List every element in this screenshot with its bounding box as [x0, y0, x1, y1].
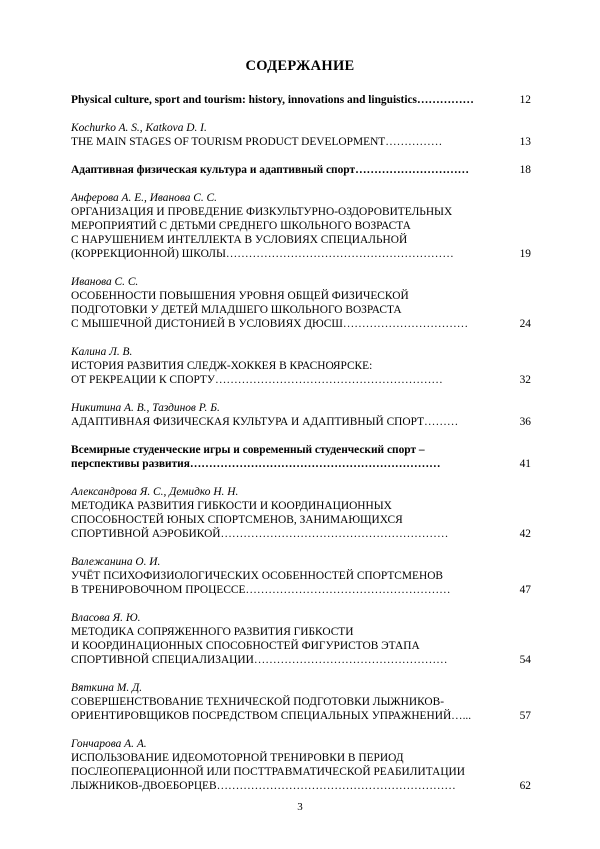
- entry-title-line: ЛЫЖНИКОВ-ДВОЕБОРЦЕВ………………………………………………………: [71, 780, 456, 792]
- entry-title-line: СПОРТИВНОЙ СПЕЦИАЛИЗАЦИИ……………………………………………: [71, 654, 448, 666]
- entry-authors: Власова Я. Ю.: [71, 612, 141, 624]
- section-title-line: перспективы развития…………………………………………………………: [71, 458, 441, 470]
- entry-title-line: ОРГАНИЗАЦИЯ И ПРОВЕДЕНИЕ ФИЗКУЛЬТУРНО-ОЗДОРОВИТЕЛЬНЫХ: [71, 206, 453, 218]
- entry-title-line: ПОДГОТОВКИ У ДЕТЕЙ МЛАДШЕГО ШКОЛЬНОГО ВОЗРАСТА: [71, 304, 402, 316]
- toc-entry[interactable]: [71, 737, 531, 793]
- entry-title-line: МЕТОДИКА СОПРЯЖЕННОГО РАЗВИТИЯ ГИБКОСТИ: [71, 626, 354, 638]
- entry-spacer: [71, 471, 531, 485]
- entry-authors: Kochurko A. S., Katkova D. I.: [71, 122, 207, 134]
- toc-section[interactable]: [71, 163, 531, 177]
- section-title-line: Всемирные студенческие игры и современный студенческий спорт –: [71, 444, 425, 456]
- entry-title-line: СПОСОБНОСТЕЙ ЮНЫХ СПОРТСМЕНОВ, ЗАНИМАЮЩИХСЯ: [71, 514, 403, 526]
- entry-spacer: [71, 261, 531, 275]
- entry-title-line: МЕРОПРИЯТИЙ С ДЕТЬМИ СРЕДНЕГО ШКОЛЬНОГО ВОЗРАСТА: [71, 220, 411, 232]
- entry-title-line: С НАРУШЕНИЕМ ИНТЕЛЛЕКТА В УСЛОВИЯХ СПЕЦИАЛЬНОЙ: [71, 234, 408, 246]
- entry-page-number: 36: [519, 416, 531, 428]
- entry-authors: Никитина А. В., Таздинов Р. Б.: [71, 402, 220, 414]
- toc-entry[interactable]: [71, 121, 531, 149]
- entry-page-number: 62: [519, 780, 531, 792]
- entry-spacer: [71, 331, 531, 345]
- entry-title-line: ОТ РЕКРЕАЦИИ К СПОРТУ……………………………………………………: [71, 374, 443, 386]
- toc-entry[interactable]: [71, 401, 531, 429]
- entry-spacer: [71, 597, 531, 611]
- entry-spacer: [71, 541, 531, 555]
- entry-spacer: [71, 723, 531, 737]
- toc-entry[interactable]: [71, 191, 531, 261]
- toc-entry[interactable]: [71, 345, 531, 387]
- entry-title-line: АДАПТИВНАЯ ФИЗИЧЕСКАЯ КУЛЬТУРА И АДАПТИВНЫЙ СПОРТ………: [71, 416, 459, 428]
- entry-authors: Анферова А. Е., Иванова С. С.: [71, 192, 217, 204]
- entry-page-number: 32: [519, 374, 531, 386]
- page-number: 3: [297, 801, 303, 813]
- entry-page-number: 18: [519, 164, 531, 176]
- entry-title-line: ПОСЛЕОПЕРАЦИОННОЙ ИЛИ ПОСТТРАВМАТИЧЕСКОЙ РЕАБИЛИТАЦИИ: [71, 766, 465, 778]
- entry-page-number: 41: [519, 458, 531, 470]
- entry-authors: Калина Л. В.: [71, 346, 133, 358]
- entry-title-line: (КОРРЕКЦИОННОЙ) ШКОЛЫ……………………………………………………: [71, 248, 454, 260]
- entry-title-line: С МЫШЕЧНОЙ ДИСТОНИЕЙ В УСЛОВИЯХ ДЮСШ……………………………: [71, 318, 469, 330]
- entry-spacer: [71, 667, 531, 681]
- entry-title-line: И КООРДИНАЦИОННЫХ СПОСОБНОСТЕЙ ФИГУРИСТОВ ЭТАПА: [71, 640, 420, 652]
- entry-spacer: [71, 107, 531, 121]
- entry-title-line: УЧЁТ ПСИХОФИЗИОЛОГИЧЕСКИХ ОСОБЕННОСТЕЙ СПОРТСМЕНОВ: [71, 570, 444, 582]
- entry-spacer: [71, 177, 531, 191]
- toc-section[interactable]: [71, 93, 531, 107]
- entry-authors: Валежанина О. И.: [71, 556, 161, 568]
- entry-title-line: ОСОБЕННОСТИ ПОВЫШЕНИЯ УРОВНЯ ОБЩЕЙ ФИЗИЧЕСКОЙ: [71, 290, 409, 302]
- entry-spacer: [71, 429, 531, 443]
- table-of-contents: [71, 93, 531, 793]
- entry-page-number: 57: [519, 710, 531, 722]
- entry-authors: Иванова С. С.: [71, 276, 139, 288]
- entry-page-number: 19: [519, 248, 531, 260]
- entry-title-line: ОРИЕНТИРОВЩИКОВ ПОСРЕДСТВОМ СПЕЦИАЛЬНЫХ УПРАЖНЕНИЙ…...: [71, 710, 472, 722]
- entry-page-number: 13: [519, 136, 531, 148]
- entry-page-number: 24: [519, 318, 531, 330]
- entry-title-line: ИСТОРИЯ РАЗВИТИЯ СЛЕДЖ-ХОККЕЯ В КРАСНОЯРСКЕ:: [71, 360, 373, 372]
- entry-page-number: 42: [519, 528, 531, 540]
- entry-page-number: 12: [519, 94, 531, 106]
- section-title-line: Physical culture, sport and tourism: history, innovations and linguistics……………: [71, 94, 474, 106]
- entry-title-line: МЕТОДИКА РАЗВИТИЯ ГИБКОСТИ И КООРДИНАЦИОННЫХ: [71, 500, 392, 512]
- entry-authors: Вяткина М. Д.: [71, 682, 143, 694]
- section-title-line: Адаптивная физическая культура и адаптивный спорт…………………………: [71, 164, 469, 176]
- entry-page-number: 47: [519, 584, 531, 596]
- entry-title-line: СОВЕРШЕНСТВОВАНИЕ ТЕХНИЧЕСКОЙ ПОДГОТОВКИ ЛЫЖНИКОВ-: [71, 696, 445, 708]
- toc-section[interactable]: [71, 443, 531, 471]
- entry-title-line: В ТРЕНИРОВОЧНОМ ПРОЦЕССЕ………………………………………………: [71, 584, 451, 596]
- entry-spacer: [71, 387, 531, 401]
- toc-entry[interactable]: [71, 681, 531, 723]
- entry-authors: Гончарова А. А.: [71, 738, 147, 750]
- entry-authors: Александрова Я. С., Демидко Н. Н.: [71, 486, 239, 498]
- toc-entry[interactable]: [71, 485, 531, 541]
- entry-spacer: [71, 149, 531, 163]
- entry-page-number: 54: [519, 654, 531, 666]
- entry-title-line: СПОРТИВНОЙ АЭРОБИКОЙ……………………………………………………: [71, 528, 449, 540]
- page-title: СОДЕРЖАНИЕ: [245, 58, 355, 74]
- toc-entry[interactable]: [71, 611, 531, 667]
- toc-entry[interactable]: [71, 275, 531, 331]
- entry-title-line: THE MAIN STAGES OF TOURISM PRODUCT DEVELOPMENT……………: [71, 136, 443, 148]
- toc-entry[interactable]: [71, 555, 531, 597]
- entry-title-line: ИСПОЛЬЗОВАНИЕ ИДЕОМОТОРНОЙ ТРЕНИРОВКИ В ПЕРИОД: [71, 752, 404, 764]
